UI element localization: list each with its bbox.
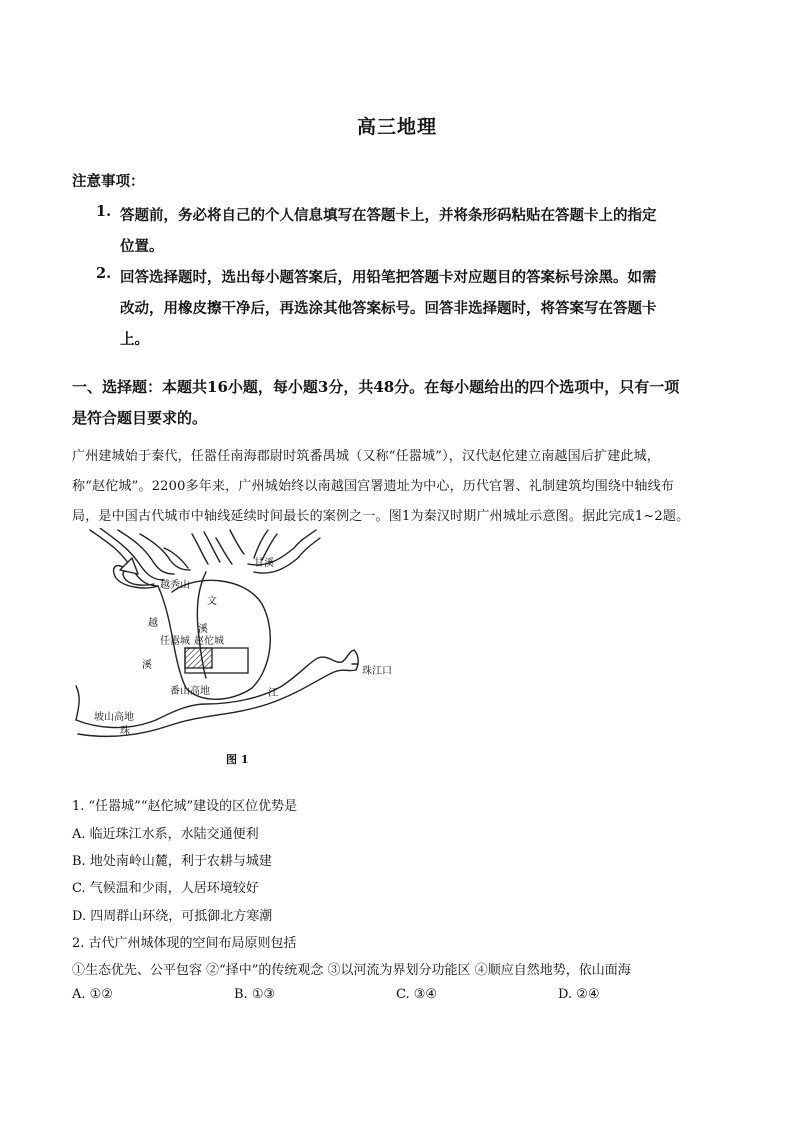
pearl-river-bank xyxy=(76,686,79,720)
city-site-map xyxy=(72,528,412,738)
yuexiu-peak xyxy=(120,558,138,574)
passage-line-2: 称“赵佗城”。2200多年来，广州城始终以南越国宫署遗址为中心，历代官署、礼制建筑均围绕中轴线布 xyxy=(72,479,674,494)
page-title: 高三地理 xyxy=(356,116,437,138)
note-2-line-1: 回答选择题时，选出每小题答案后，用铅笔把答题卡对应题目的答案标号涂黑。如需 xyxy=(120,269,657,286)
label-zhaotuo: 赵佗城 xyxy=(194,636,224,647)
label-zhujiangkou: 珠江口 xyxy=(362,666,392,677)
passage xyxy=(72,442,732,532)
note-1-line-1: 答题前，务必将自己的个人信息填写在答题卡上，并将条形码粘贴在答题卡上的指定 xyxy=(120,207,657,224)
label-wen: 文 xyxy=(207,596,217,607)
mountain-contour xyxy=(192,534,208,564)
mountain-contour xyxy=(230,530,244,554)
note-2-line-2: 改动，用橡皮擦干净后，再选涂其他答案标号。回答非选择题时，将答案写在答题卡 xyxy=(120,300,657,317)
label-panshan: 番山高地 xyxy=(170,686,210,697)
mountain-contour xyxy=(204,532,220,562)
section-line-1: 一、选择题：本题共16小题，每小题3分，共48分。在每小题给出的四个选项中，只有一项 xyxy=(72,378,680,396)
mountain-contour xyxy=(262,534,277,560)
label-xi-1: 溪 xyxy=(198,624,208,635)
section-line-2: 是符合题目要求的。 xyxy=(72,409,208,427)
figure-caption: 图 1 xyxy=(226,753,249,766)
note-1 xyxy=(120,200,720,262)
notes-heading: 注意事项： xyxy=(72,173,145,190)
passage-line-3: 局，是中国古代城市中轴线延续时间最长的案例之一。图1为秦汉时期广州城址示意图。据此完成1~2题。 xyxy=(72,509,690,524)
q1-option-d: D. 四周群山环绕，可抵御北方寒潮 xyxy=(72,909,273,924)
note-2 xyxy=(120,262,720,355)
note-1-line-2: 位置。 xyxy=(120,238,164,255)
renxiao-city xyxy=(185,648,212,668)
label-xi-2: 溪 xyxy=(142,660,152,671)
label-ganxi: 甘溪 xyxy=(254,558,274,569)
note-2-line-3: 上。 xyxy=(120,331,149,348)
q1-option-a: A. 临近珠江水系，水陆交通便利 xyxy=(72,827,259,842)
label-poshan: 坡山高地 xyxy=(94,712,134,723)
label-jiang: 江 xyxy=(268,688,278,699)
pearl-river-bank xyxy=(354,650,358,670)
question-2-choices: ①生态优先、公平包容 ②“择中”的传统观念 ③以河流为界划分功能区 ④顺应自然地势，依山面海 xyxy=(72,963,631,978)
q2-option-a: A. ①② xyxy=(72,987,113,1002)
q1-option-c: C. 气候温和少雨，人居环境较好 xyxy=(72,881,259,896)
note-2-number: 2. xyxy=(96,265,112,282)
q1-option-b: B. 地处南岭山麓，利于农耕与城建 xyxy=(72,854,272,869)
q2-option-b: B. ①③ xyxy=(234,987,276,1002)
note-1-number: 1. xyxy=(96,203,112,220)
passage-line-1: 广州建城始于秦代，任嚣任南海郡尉时筑番禺城（又称“任嚣城”），汉代赵佗建立南越国后扩建此城， xyxy=(72,449,660,464)
q2-option-c: C. ③④ xyxy=(396,987,438,1002)
section-heading xyxy=(72,372,732,434)
label-zhu: 珠 xyxy=(120,726,130,737)
mountain-contour xyxy=(140,534,190,570)
question-2-stem: 2. 古代广州城体现的空间布局原则包括 xyxy=(72,936,297,951)
label-renxiao: 任嚣城 xyxy=(160,636,190,647)
label-yue: 越 xyxy=(148,618,158,629)
question-1-stem: 1. “任嚣城”“赵佗城”建设的区位优势是 xyxy=(72,799,298,814)
q2-option-d: D. ②④ xyxy=(558,987,600,1002)
mountain-contour xyxy=(164,548,188,568)
label-yuexiu: 越秀山 xyxy=(160,580,190,591)
